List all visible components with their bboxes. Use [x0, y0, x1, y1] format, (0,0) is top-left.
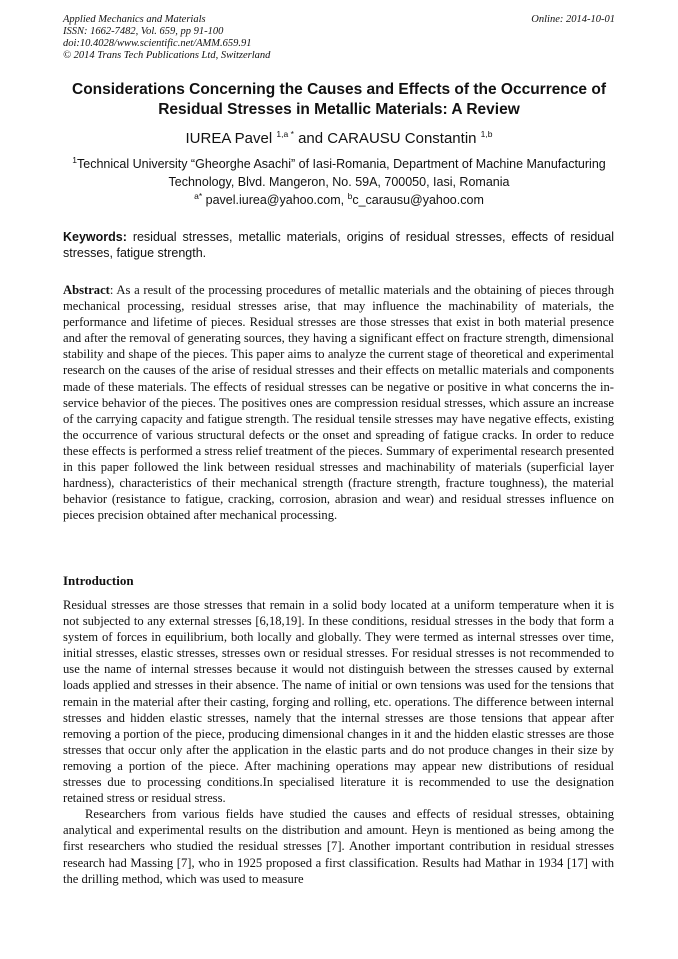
copyright-line: © 2014 Trans Tech Publications Ltd, Switzerland: [63, 50, 271, 61]
email-a-superscript: a*: [194, 190, 203, 201]
introduction-paragraph-2: Researchers from various fields have studied the causes and effects of residual stresses, obtaining analytical and experimental results on the distribution and amount. Heyn is mentioned as being among the first researchers who studied the residual stresses [7]. Another important contribution in residual stresses research had Massing [7], who in 1925 proposed a first classification. Results had Mathar in 1934 [17] with the drilling method, which was used to measure: [63, 807, 614, 886]
affiliation: [40, 155, 638, 191]
author-1: IUREA Pavel: [185, 130, 273, 147]
abstract-text: : As a result of the processing procedures of metallic materials and the obtaining of pieces through mechanical processing, residual stresses arise, that may influence the machinability of materials, the performance and lifetime of pieces. Residual stresses are those stresses that exist in both material presence and after the removal of generating sources, they having a significant effect on fracture strength, dimensional stability and shape of the pieces. This paper aims to analyze the current stage of theoretical and experimental research on the causes of the arise of residual stresses and their effects on metallic materials and components made of these materials. The effects of residual stresses can be negative or positive in what concerns the in-service behavior of the pieces. The positives ones are compression residual stresses, which assure an increase of the carrying capacity and fatigue strength. The residual tensile stresses may have negative effects, existing the occurrence of various structural defects or the onset and spreading of fatigue cracks. In order to reduce these effects is performed a stress relief treatment of the pieces. Summary of experimental research presented in this paper followed the link between residual stresses and machinability of materials (superficial layer hardness), characteristics of their mechanical strength (fracture strength, fracture toughness), the material behavior (resistance to fatigue, cracking, corrosion, abrasion and wear) and residual stresses influence on pieces precision obtained after mechanical processing.: [63, 283, 614, 523]
affiliation-superscript: 1: [72, 154, 77, 165]
email-line: [40, 192, 638, 208]
abstract-label: Abstract: [63, 283, 110, 297]
author-line: [40, 130, 638, 148]
email-b[interactable]: c_carausu@yahoo.com: [352, 193, 484, 207]
doi-line: doi:10.4028/www.scientific.net/AMM.659.91: [63, 38, 252, 49]
keywords-text: residual stresses, metallic materials, origins of residual stresses, effects of residual stresses, fatigue strength.: [63, 230, 614, 260]
author-1-superscript: 1,a *: [276, 129, 294, 139]
keywords-label: Keywords:: [63, 230, 127, 244]
affiliation-text: Technical University “Gheorghe Asachi” of Iasi-Romania, Department of Machine Manufacturing Technology, Blvd. Mangeron, No. 59A, 700050, Iasi, Romania: [77, 157, 606, 189]
introduction-paragraph-1: Residual stresses are those stresses that remain in a solid body located at a uniform temperature when it is not subjected to any external stresses [6,18,19]. In these conditions, residual stresses in the body that form a system of forces in equilibrium, both locally and globally. They were termed as internal stresses over time, initial stresses, elastic stresses, stresses own or residual stresses. For residual stresses is not recommended to use the name of internal stresses because it would not distinguish between the stresses caused by external loads applied and stresses in their absence. The name of initial or own tensions was used for the tensions that remain in the material after their casting, forging and rolling, etc. operations. The difference between internal stresses and hidden elastic stresses, namely that the internal stresses are those tensions that appear after removing a portion of the piece, producing dimensional changes in it and the hidden elastic stresses are those stresses that occur only after the application in the elastic parts and do not produce changes in their size by removing a portion of the piece. After machining operations may appear new distributions of residual stresses due to processing conditions.In specialised literature it is recommended to use the designation retained stress or residual stress.: [63, 598, 614, 806]
email-a[interactable]: pavel.iurea@yahoo.com,: [205, 193, 345, 207]
introduction-heading: Introduction: [63, 573, 134, 588]
author-conjunction: and: [298, 130, 324, 147]
introduction-body: [63, 597, 614, 887]
keywords: [63, 229, 614, 261]
publication-info: [63, 14, 623, 62]
abstract: [63, 282, 614, 523]
journal-name: Applied Mechanics and Materials: [63, 14, 206, 25]
author-2: CARAUSU Constantin: [327, 130, 477, 147]
issn-line: ISSN: 1662-7482, Vol. 659, pp 91-100: [63, 26, 224, 37]
online-date: Online: 2014-10-01: [531, 14, 615, 25]
paper-title: Considerations Concerning the Causes and Effects of the Occurrence of Residual Stresses in Metallic Materials: A Review: [72, 81, 606, 118]
email-b-superscript: b: [347, 190, 353, 201]
author-2-superscript: 1,b: [480, 129, 493, 139]
